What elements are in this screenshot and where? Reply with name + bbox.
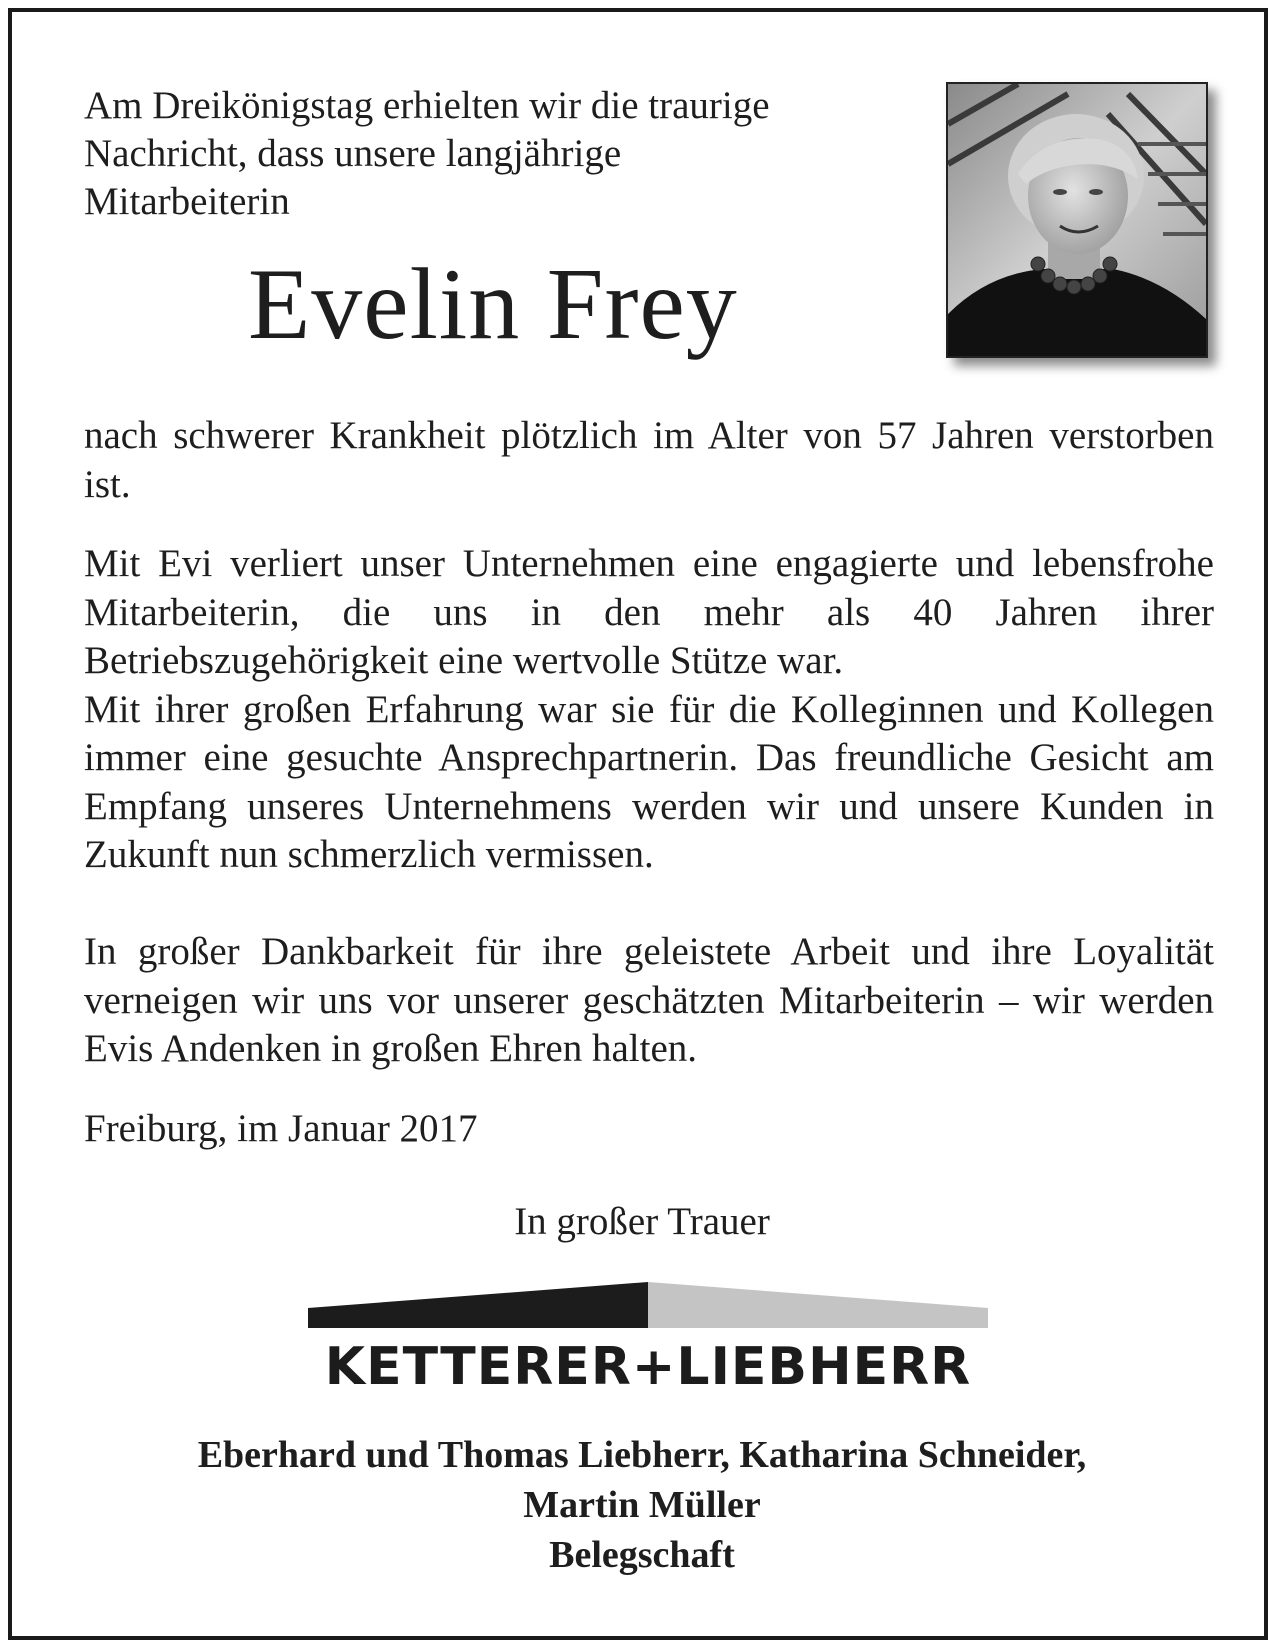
signatories — [12, 1430, 1272, 1580]
paragraph-illness: nach schwerer Krankheit plötzlich im Alter von 57 Jahren verstorben ist. — [84, 414, 1214, 506]
paragraph-gratitude: In großer Dankbarkeit für ihre geleistete Arbeit und ihre Loyalität verneigen wir uns vor unserer geschätzten Mitarbeiterin – wir werden Evis Andenken in großen Ehren halten. — [84, 930, 1214, 1070]
paragraph-tribute — [84, 540, 1214, 880]
signatory-line: Belegschaft — [549, 1534, 735, 1576]
signatory-line: Martin Müller — [523, 1484, 761, 1526]
signatory-line: Eberhard und Thomas Liebherr, Katharina Schneider, — [197, 1434, 1087, 1476]
tribute-text: Mit Evi verliert unser Unternehmen eine engagierte und lebensfrohe Mitarbeiterin, die uns in den mehr als 40 Jahren ihrer Betriebszugehörigkeit eine wertvolle Stütze war. — [84, 542, 1214, 682]
company-logo-text: KETTERER+LIEBHERR — [324, 1337, 972, 1397]
deceased-name: Evelin Frey — [248, 248, 738, 361]
intro-line: Nachricht, dass unsere langjährige — [84, 132, 622, 175]
intro-line: Mitarbeiterin — [84, 180, 290, 223]
company-logo-roof-icon — [308, 1280, 988, 1330]
intro-line: Am Dreikönigstag erhielten wir die traurige — [84, 84, 770, 127]
portrait-image — [948, 84, 1206, 356]
obituary-frame — [8, 8, 1268, 1640]
mourning-line: In großer Trauer — [514, 1200, 770, 1243]
intro-text — [84, 82, 904, 226]
tribute-text-continued: Mit ihrer großen Erfahrung war sie für die Kolleginnen und Kollegen immer eine gesuchte Ansprechpartnerin. Das freundliche Gesicht am Empfang unseres Unternehmens werden wir und unsere Kunden in Zukunft nun schmerzlich vermissen. — [84, 687, 1214, 876]
portrait-photo — [946, 82, 1208, 358]
place-date: Freiburg, im Januar 2017 — [84, 1107, 478, 1150]
